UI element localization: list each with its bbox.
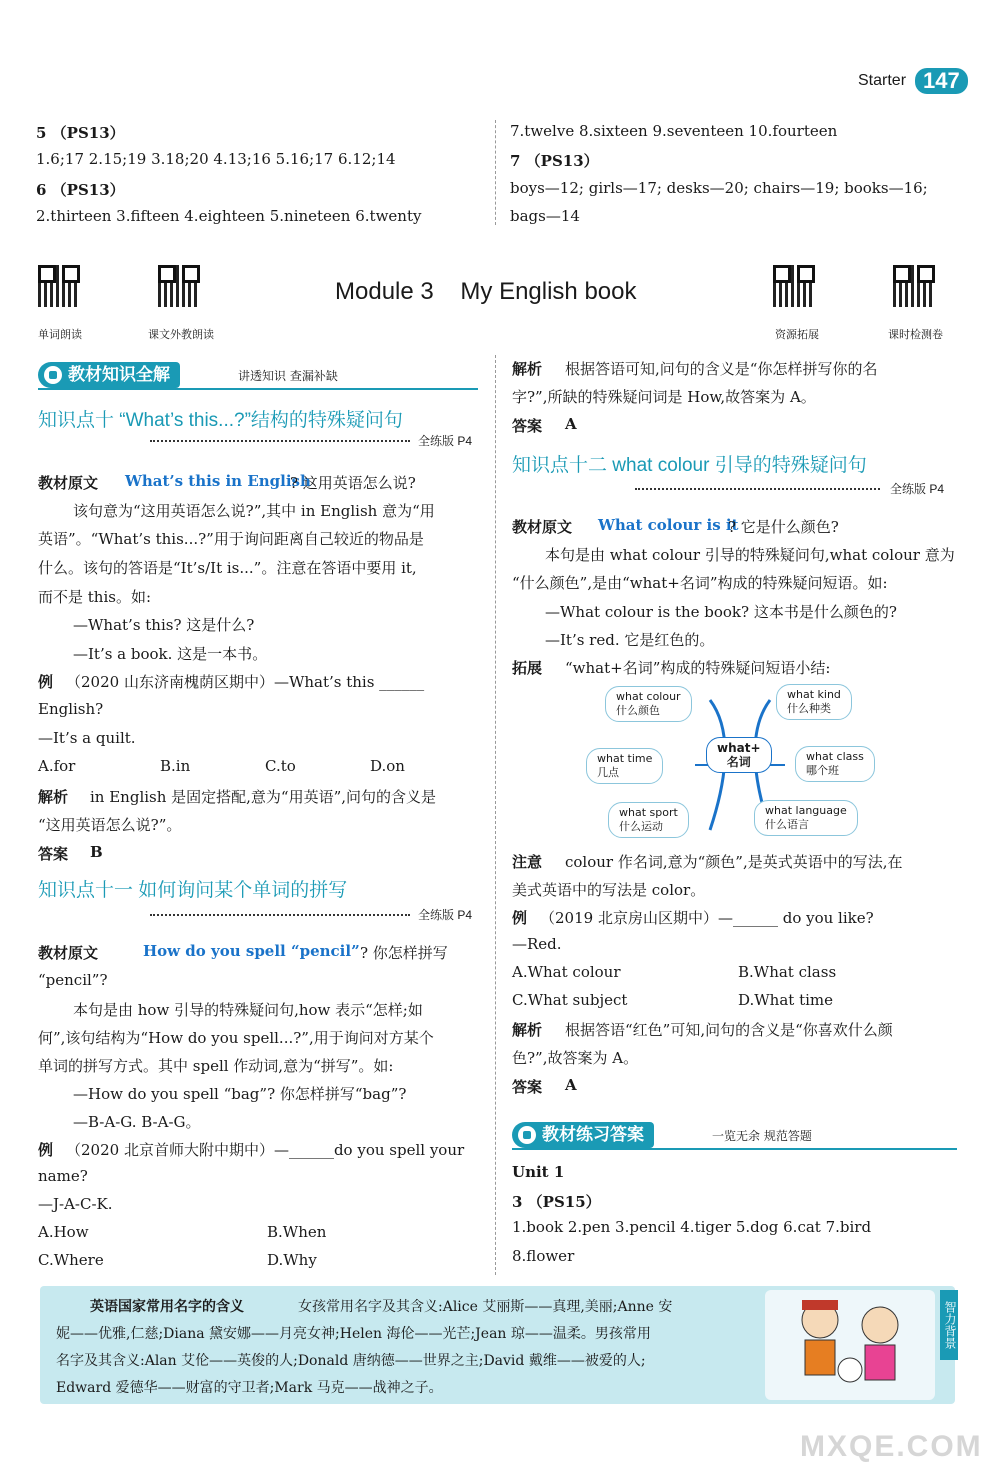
note-line: colour 作名词,意为“颜色”,是英式英语中的写法,在 — [565, 853, 903, 871]
analysis-label: 解析 — [512, 361, 543, 378]
kp12-title: 知识点十二 what colour 引导的特殊疑问句 — [512, 455, 867, 476]
answer-line: 1.book 2.pen 3.pencil 4.tiger 5.dog 6.cat 7.bird — [512, 1218, 872, 1236]
option: A.How — [38, 1223, 89, 1241]
answer-line: boys—12; girls—17; desks—20; chairs—19; books—16; — [510, 179, 928, 197]
extension-label: 拓展 — [512, 660, 543, 677]
example-line: —J-A-C-K. — [38, 1195, 113, 1213]
dialogue-line: —How do you spell “bag”? 你怎样拼写“bag”? — [73, 1085, 407, 1103]
example-line: —Red. — [512, 935, 562, 953]
page-number: 147 — [915, 68, 968, 94]
example-line: English? — [38, 700, 104, 718]
kp11-title: 知识点十一 如何询问某个单词的拼写 — [38, 880, 348, 901]
mindmap-node: what class 哪个班 — [795, 746, 875, 782]
answer-line: 2.thirteen 3.fifteen 4.eighteen 5.nineteen 6.twenty — [36, 207, 422, 225]
option: D.on — [370, 757, 405, 775]
dialogue-line: —It’s a book. 这是一本书。 — [73, 645, 268, 663]
mindmap-node: what language 什么语言 — [754, 800, 858, 836]
example-label: 例 — [512, 910, 528, 927]
dialogue-line: —What colour is the book? 这本书是什么颜色的? — [545, 603, 897, 621]
option: D.What time — [738, 991, 834, 1009]
orig-chinese: ? 这用英语怎么说? — [290, 474, 416, 492]
qr-label: 课时检测卷 — [888, 328, 943, 341]
tip-line: 女孩常用名字及其含义:Alice 艾丽斯——真理,美丽;Anne 安 — [298, 1299, 673, 1315]
mindmap-node: what kind 什么种类 — [776, 684, 852, 720]
qr-code-icon[interactable] — [38, 265, 80, 307]
tip-line: 名字及其含义:Alan 艾伦——英俊的人;Donald 唐纳德——世界之主;David 戴维——被爱的人; — [56, 1353, 646, 1369]
orig-chinese: ? 它是什么颜色? — [728, 518, 839, 536]
dialogue-line: —What’s this? 这是什么? — [73, 616, 255, 634]
banner-underline — [38, 388, 478, 390]
banner-label: 教材知识全解 — [38, 362, 180, 388]
tip-title: 英语国家常用名字的含义 — [90, 1299, 244, 1315]
section-banner — [512, 1122, 957, 1148]
option: A.for — [38, 757, 76, 775]
paragraph-line: 本句是由 what colour 引导的特殊疑问句,what colour 意为 — [545, 546, 955, 564]
example-line: （2019 北京房山区期中）—______ do you like? — [540, 909, 874, 927]
qr-code-icon[interactable] — [893, 265, 935, 307]
option: B.When — [267, 1223, 327, 1241]
answer-value: B — [90, 843, 103, 861]
dotted-rule — [635, 488, 880, 490]
answer-label: 答案 — [38, 846, 69, 863]
note-label: 注意 — [512, 854, 543, 871]
option: D.Why — [267, 1251, 317, 1269]
paragraph-line: 该句意为“这用英语怎么说?”,其中 in English 意为“用 — [73, 502, 435, 520]
example-label: 例 — [38, 674, 54, 691]
module-title: Module 3 My English book — [335, 278, 637, 305]
analysis-label: 解析 — [38, 789, 69, 806]
speaker-icon — [518, 1126, 536, 1144]
mindmap-center: what+ 名词 — [706, 737, 772, 773]
kp11-ref: 全练版 P4 — [418, 908, 473, 922]
unit-heading: Unit 1 — [512, 1163, 565, 1181]
watermark: MXQE.COM — [800, 1430, 983, 1463]
column-divider — [495, 120, 496, 225]
dialogue-line: —B-A-G. B-A-G。 — [73, 1113, 201, 1131]
answer-heading-6: 6 （PS13） — [36, 181, 125, 199]
analysis-line: 色?”,故答案为 A。 — [512, 1049, 639, 1067]
analysis-label: 解析 — [512, 1022, 543, 1039]
tip-line: Edward 爱德华——财富的守卫者;Mark 马克——战神之子。 — [56, 1380, 443, 1396]
answer-value: A — [565, 1076, 577, 1094]
answer-line: bags—14 — [510, 207, 580, 225]
option: B.What class — [738, 963, 837, 981]
orig-english: What’s this in English — [125, 472, 311, 490]
example-line: —It’s a quilt. — [38, 729, 136, 747]
example-line: （2020 北京首师大附中期中）—______do you spell your — [66, 1141, 465, 1159]
banner-underline — [512, 1148, 957, 1150]
analysis-line: in English 是固定搭配,意为“用英语”,问句的含义是 — [90, 788, 437, 806]
section-label: Starter — [858, 72, 907, 89]
tip-line: 妮——优雅,仁慈;Diana 黛安娜——月亮女神;Helen 海伦——光芒;Jean 琼——温柔。男孩常用 — [56, 1326, 651, 1342]
note-line: 美式英语中的写法是 color。 — [512, 881, 706, 899]
orig-chinese: ? 你怎样拼写 — [360, 944, 448, 962]
paragraph-line: 而不是 this。如: — [38, 588, 152, 606]
option: C.to — [265, 757, 296, 775]
orig-english: What colour is it — [598, 516, 739, 534]
section-banner — [38, 362, 478, 388]
paragraph-line: 什么。该句的答语是“It’s/It is...”。注意在答语中要用 it, — [38, 559, 417, 577]
orig-label: 教材原文 — [38, 475, 99, 492]
dotted-rule — [150, 914, 410, 916]
orig-label: 教材原文 — [512, 519, 573, 536]
qr-code-icon[interactable] — [158, 265, 200, 307]
answer-line: 1.6;17 2.15;19 3.18;20 4.13;16 5.16;17 6.12;14 — [36, 150, 396, 168]
paragraph-line: “什么颜色”,是由“what+名词”构成的特殊疑问短语。如: — [512, 574, 888, 592]
qr-label: 单词朗读 — [38, 328, 82, 341]
answer-line: 7.twelve 8.sixteen 9.seventeen 10.fourteen — [510, 122, 838, 140]
answer-line: 8.flower — [512, 1247, 575, 1265]
orig-english: How do you spell “pencil” — [143, 942, 360, 960]
kp10-ref: 全练版 P4 — [418, 434, 473, 448]
mindmap-node: what time 几点 — [586, 748, 663, 784]
answer-heading-7: 7 （PS13） — [510, 152, 599, 170]
orig-chinese: “pencil”? — [38, 971, 108, 989]
analysis-line: 字?”,所缺的特殊疑问词是 How,故答案为 A。 — [512, 388, 816, 406]
paragraph-line: 英语”。“What’s this...?”用于询问距离自己较近的物品是 — [38, 530, 424, 548]
kp10-title: 知识点十 “What’s this...?”结构的特殊疑问句 — [38, 410, 403, 431]
option: C.Where — [38, 1251, 104, 1269]
mindmap-node: what colour 什么颜色 — [605, 686, 692, 722]
qr-label: 课文外教朗读 — [148, 328, 214, 341]
mindmap-node: what sport 什么运动 — [608, 802, 689, 838]
answer-label: 答案 — [512, 418, 543, 435]
banner-label: 教材练习答案 — [512, 1122, 654, 1148]
answer-value: A — [565, 415, 577, 433]
cartoon-kids-illustration — [765, 1290, 935, 1400]
paragraph-line: 何”,该句结构为“How do you spell...?”,用于询问对方某个 — [38, 1029, 434, 1047]
banner-subtitle: 讲透知识 查漏补缺 — [238, 369, 338, 383]
dotted-rule — [150, 440, 410, 442]
column-divider — [495, 355, 496, 1275]
banner-subtitle: 一览无余 规范答题 — [712, 1129, 812, 1143]
qr-code-icon[interactable] — [773, 265, 815, 307]
example-line: （2020 山东济南槐荫区期中）—What’s this ______ — [66, 673, 425, 691]
question-heading: 3 （PS15） — [512, 1193, 601, 1211]
option: C.What subject — [512, 991, 628, 1009]
example-line: name? — [38, 1167, 88, 1185]
dialogue-line: —It’s red. 它是红色的。 — [545, 631, 715, 649]
tip-side-label: 智力背景 — [940, 1290, 958, 1360]
answer-label: 答案 — [512, 1079, 543, 1096]
option: A.What colour — [512, 963, 621, 981]
speaker-icon — [44, 366, 62, 384]
kp12-ref: 全练版 P4 — [890, 482, 945, 496]
paragraph-line: 单词的拼写方式。其中 spell 作动词,意为“拼写”。如: — [38, 1057, 394, 1075]
answer-heading-5: 5 （PS13） — [36, 124, 125, 142]
analysis-line: “这用英语怎么说?”。 — [38, 816, 182, 834]
analysis-line: 根据答语“红色”可知,问句的含义是“你喜欢什么颜 — [565, 1021, 893, 1039]
analysis-line: 根据答语可知,问句的含义是“你怎样拼写你的名 — [565, 360, 878, 378]
paragraph-line: 本句是由 how 引导的特殊疑问句,how 表示“怎样;如 — [73, 1001, 423, 1019]
orig-label: 教材原文 — [38, 945, 99, 962]
extension-text: “what+名词”构成的特殊疑问短语小结: — [565, 659, 831, 677]
example-label: 例 — [38, 1142, 54, 1159]
qr-label: 资源拓展 — [775, 328, 819, 341]
option: B.in — [160, 757, 191, 775]
